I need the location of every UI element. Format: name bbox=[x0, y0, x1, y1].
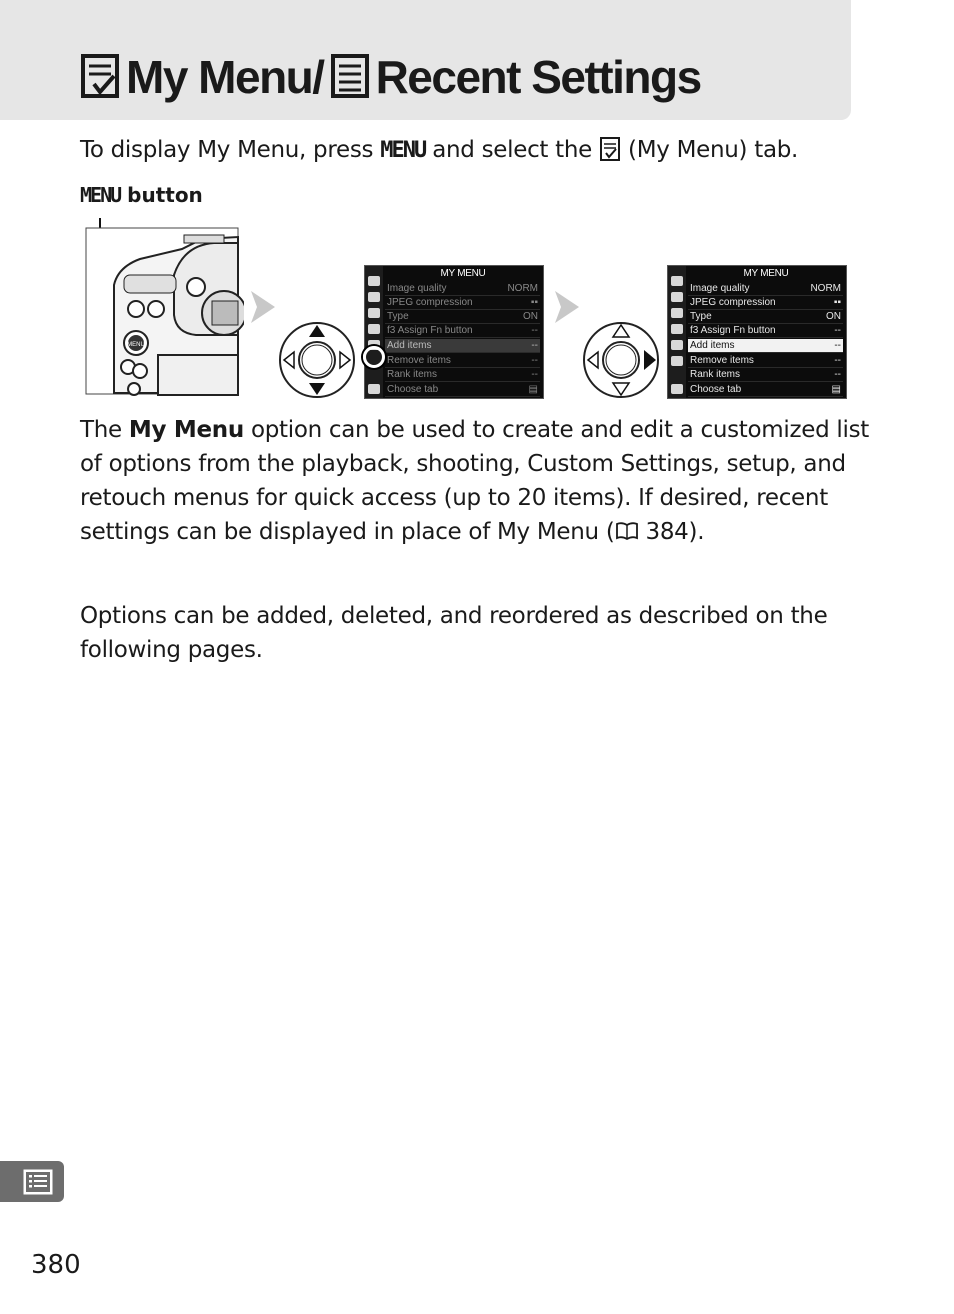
menu-row: Choose tab ▤ bbox=[387, 384, 538, 395]
menu-row: Remove items -- bbox=[387, 355, 538, 366]
menu-row: Rank items -- bbox=[387, 369, 538, 380]
paragraph-options: Options can be added, deleted, and reordered as described on the following pages. bbox=[80, 603, 828, 663]
page-number: 380 bbox=[31, 1250, 81, 1280]
recent-settings-icon bbox=[330, 52, 370, 102]
menu-row: Rank items -- bbox=[690, 369, 841, 380]
screen-title: MY MENU bbox=[440, 268, 486, 279]
menu-tab-column bbox=[365, 266, 383, 398]
menu-tab-column bbox=[668, 266, 686, 398]
menu-screen-after bbox=[667, 265, 847, 399]
menu-key-label: MENU bbox=[380, 138, 426, 163]
menu-screen-before bbox=[364, 265, 544, 399]
menu-row: JPEG compression ▪▪ bbox=[387, 297, 538, 308]
menu-row: f3 Assign Fn button -- bbox=[690, 325, 841, 336]
multi-selector-icon bbox=[582, 321, 660, 399]
camera-back-illustration bbox=[84, 215, 244, 397]
menu-row: Remove items -- bbox=[690, 355, 841, 366]
procedure-figure bbox=[84, 215, 854, 405]
intro-middle: and select the bbox=[432, 137, 593, 163]
menu-row: Image quality NORM bbox=[387, 283, 538, 294]
book-icon bbox=[615, 517, 639, 537]
svg-text:MENU: MENU bbox=[127, 342, 145, 348]
menu-row: Image quality NORM bbox=[690, 283, 841, 294]
menu-row: Type ON bbox=[690, 311, 841, 322]
intro-after: (My Menu) tab. bbox=[628, 137, 799, 163]
para1-after: option can be used to create and edit a customized list of options from the playback, shooting, Custom Settings, setup, and retouch menus for quick access (up to 20 items). If desired, recent settings can be displayed in place of My Menu ( bbox=[80, 417, 869, 545]
menu-list-tab-icon bbox=[22, 1167, 54, 1197]
menu-row: Choose tab ▤ bbox=[690, 384, 841, 395]
menu-button-callout bbox=[80, 183, 203, 207]
multi-selector-icon bbox=[278, 321, 356, 399]
menu-row-selected: Add items -- bbox=[690, 340, 841, 351]
callout-label: button bbox=[127, 183, 203, 207]
menu-row-selected: Add items -- bbox=[387, 340, 538, 351]
tab-highlight-circle bbox=[363, 346, 385, 368]
title-part-recent-settings: Recent Settings bbox=[375, 51, 701, 103]
screen-title: MY MENU bbox=[743, 268, 789, 279]
paragraph-my-menu bbox=[80, 413, 870, 549]
intro-text bbox=[80, 135, 900, 166]
title-part-my-menu: My Menu/ bbox=[126, 51, 324, 103]
intro-before: To display My Menu, press bbox=[80, 137, 374, 163]
arrow-right-icon bbox=[553, 287, 581, 327]
section-tab bbox=[0, 1161, 64, 1202]
menu-row: f3 Assign Fn button -- bbox=[387, 325, 538, 336]
callout-menu-key: MENU bbox=[80, 183, 121, 207]
my-menu-icon bbox=[599, 136, 621, 162]
para1-bold-term: My Menu bbox=[128, 417, 244, 443]
arrow-right-icon bbox=[249, 287, 277, 327]
menu-row: Type ON bbox=[387, 311, 538, 322]
page-title bbox=[80, 44, 701, 110]
para1-close: ). bbox=[688, 519, 705, 545]
para1-before: The bbox=[80, 417, 122, 443]
page-reference[interactable]: 384 bbox=[645, 519, 689, 545]
my-menu-icon bbox=[80, 52, 120, 102]
menu-row: JPEG compression ▪▪ bbox=[690, 297, 841, 308]
